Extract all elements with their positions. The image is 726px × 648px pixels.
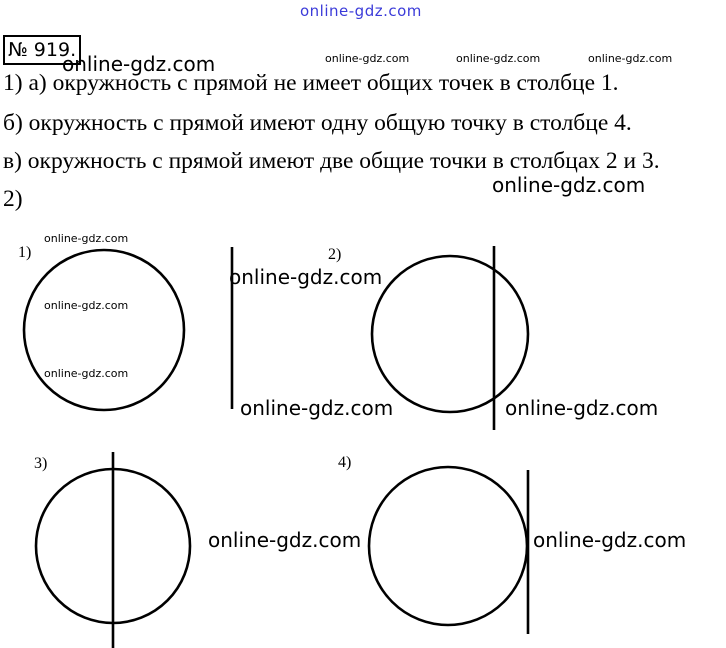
- figure-label-1: 1): [18, 244, 32, 261]
- watermark-big: online-gdz.com: [208, 528, 362, 552]
- watermark-big: online-gdz.com: [492, 173, 646, 197]
- watermark-small: online-gdz.com: [588, 52, 673, 65]
- watermark-small: online-gdz.com: [325, 52, 410, 65]
- answer-line-2: б) окружность с прямой имеют одну общую точку в столбце 4.: [3, 110, 632, 136]
- answer-line-3: в) окружность с прямой имеют две общие точки в столбцах 2 и 3.: [3, 148, 660, 174]
- watermark-small: online-gdz.com: [44, 232, 129, 245]
- watermark-big: online-gdz.com: [240, 396, 394, 420]
- watermark-small: online-gdz.com: [44, 367, 129, 380]
- watermark-big: online-gdz.com: [533, 528, 687, 552]
- part2-label: 2): [3, 186, 23, 212]
- circle-figure-4: [369, 467, 527, 625]
- circle-figure-1: [24, 250, 184, 410]
- circle-figure-2: [372, 256, 528, 412]
- figure-label-3: 3): [34, 455, 48, 472]
- figure-label-2: 2): [328, 246, 342, 263]
- watermark-big: online-gdz.com: [229, 265, 383, 289]
- watermark-big: online-gdz.com: [62, 52, 216, 76]
- figure-label-4: 4): [338, 454, 352, 471]
- watermark-big: online-gdz.com: [505, 396, 659, 420]
- problem-number: № 919.: [3, 35, 81, 65]
- watermark-small: online-gdz.com: [456, 52, 541, 65]
- watermark-small: online-gdz.com: [44, 299, 129, 312]
- watermark-top: online-gdz.com: [300, 2, 422, 20]
- answer-line-1: 1) а) окружность с прямой не имеет общих точек в столбце 1.: [3, 70, 619, 96]
